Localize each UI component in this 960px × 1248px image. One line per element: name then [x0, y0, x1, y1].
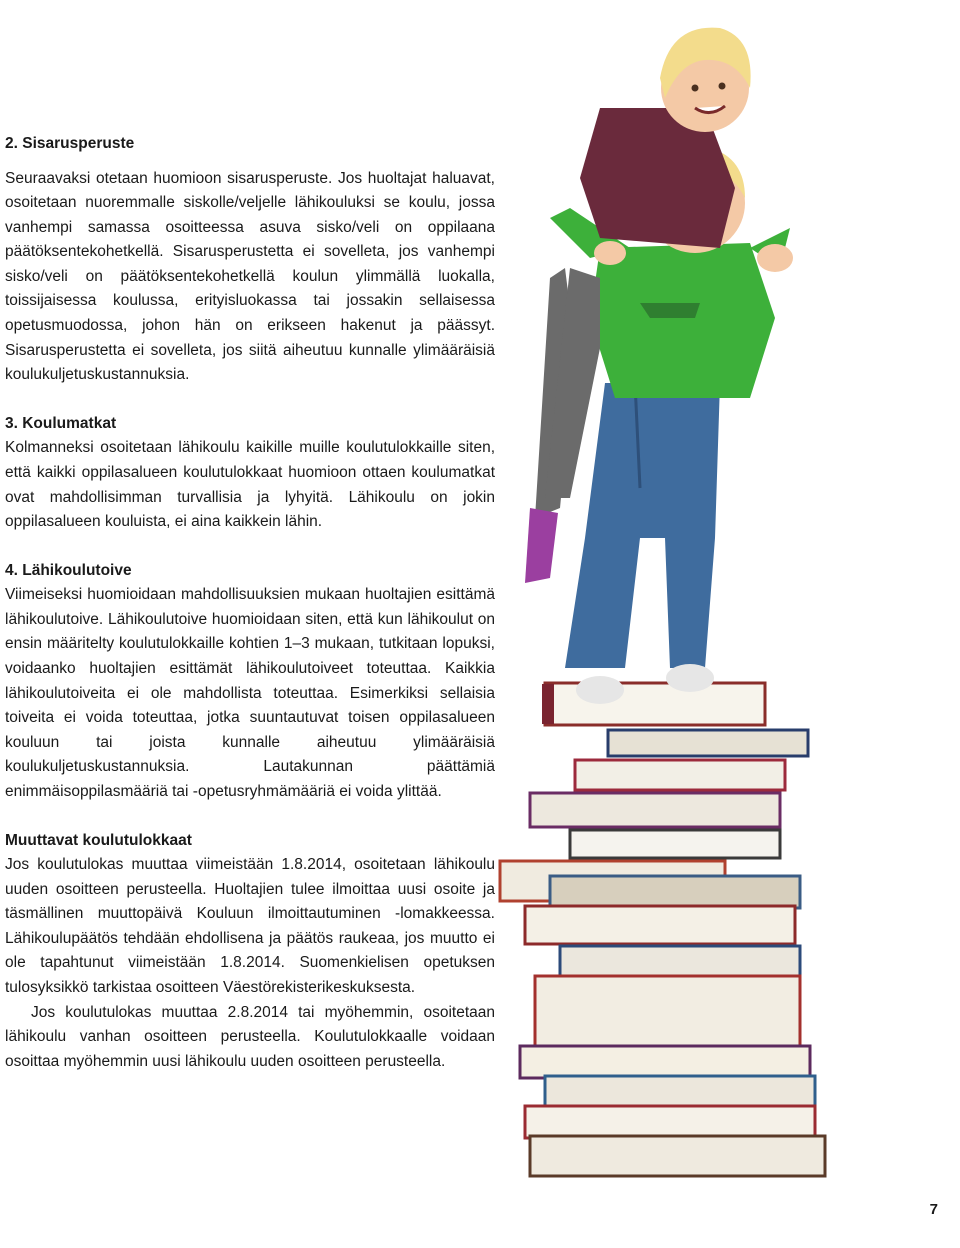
section-paragraph: Seuraavaksi otetaan huomioon sisarusperuste. Jos huoltajat haluavat, osoitetaan nuoremmalle siskolle/veljelle lähikouluksi se koulu, jossa vanhempi samassa osoitteessa asuva sisko/veli on oppilaana päätöksentekohetkellä. Sisarusperustetta ei sovelleta, jos vanhempi sisko/veli on päätöksentekohetkellä koulun ylimmällä luokalla, toissijaisessa koulussa, erityisluokassa tai jossakin sellaisessa opetusmuodossa, johon hän on erikseen hakenut ja päässyt. Sisarusperustetta ei sovelleta, jos siitä aiheutuu kunnalle ylimääräisiä koulukuljetuskustannuksia.	[5, 169, 495, 384]
section-heading: 2. Sisarusperuste	[5, 135, 135, 152]
section-paragraph: Viimeiseksi huomioidaan mahdollisuuksien mukaan huoltajien esittämä lähikoulutoive. Lähikoulutoive huomioidaan siten, että kun lähikoulut on ensin määritelty koulutulokkaille kohtien 1–3 mukaan, tutkitaan lopuksi, voidaanko huoltajien esittämät lähikoulutoiveet toteuttaa. Kaikkia lähikoulutoiveita ei ole mahdollista toteuttaa. Esimerkiksi sellaisia toiveita ei voida toteuttaa, jotka suuntautuvat toisen oppilasalueen kouluun tai joista kunnalle aiheutuu ylimääräisiä koulukuljetuskustannuksia. Lautakunnan päättämiä enimmäisoppilasmääriä tai -opetusryhmämääriä ei voida ylittää.	[5, 586, 495, 800]
children-on-books-photo	[490, 18, 830, 1198]
section-sisarusperuste	[5, 132, 495, 388]
section-lahikoulutoive	[5, 559, 495, 805]
article-text	[5, 132, 495, 1098]
section-paragraph: Jos koulutulokas muuttaa 2.8.2014 tai myöhemmin, osoitetaan lähikoulu vanhan osoitteen perusteella. Koulutulokkaalle voidaan osoittaa myöhemmin uusi lähikoulu uuden osoitteen perusteella.	[5, 1003, 495, 1070]
section-koulumatkat	[5, 412, 495, 535]
section-paragraph: Kolmanneksi osoitetaan lähikoulu kaikille muille koulutulokkaille siten, että kaikki oppilasalueen koulutulokkaat huomioon ottaen koulumatkat ovat mahdollisimman turvallisia ja lyhyitä. Lähikoulu on jokin oppilasalueen kouluista, ei aina kaikkein lähin.	[5, 439, 495, 531]
section-paragraph: Jos koulutulokas muuttaa viimeistään 1.8.2014, osoitetaan lähikoulu uuden osoitteen perusteella. Huoltajien tulee ilmoittaa uusi osoite ja täsmällinen muuttopäivä Kouluun ilmoittautuminen -lomakkeessa. Lähikoulupäätös tehdään ehdollisena ja päätös raukeaa, jos muutto ei ole tapahtunut viimeistään 1.8.2014. Suomenkielisen opetuksen tulosyksikkö tarkistaa osoitteen Väestörekisterikeskuksesta.	[5, 856, 495, 997]
section-heading: Muuttavat koulutulokkaat	[5, 831, 192, 849]
page-number: 7	[929, 1201, 938, 1218]
book-stack	[500, 683, 825, 1176]
section-heading: 4. Lähikoulutoive	[5, 561, 132, 579]
section-heading: 3. Koulumatkat	[5, 414, 117, 432]
section-muuttavat-koulutulokkaat	[5, 829, 495, 1075]
